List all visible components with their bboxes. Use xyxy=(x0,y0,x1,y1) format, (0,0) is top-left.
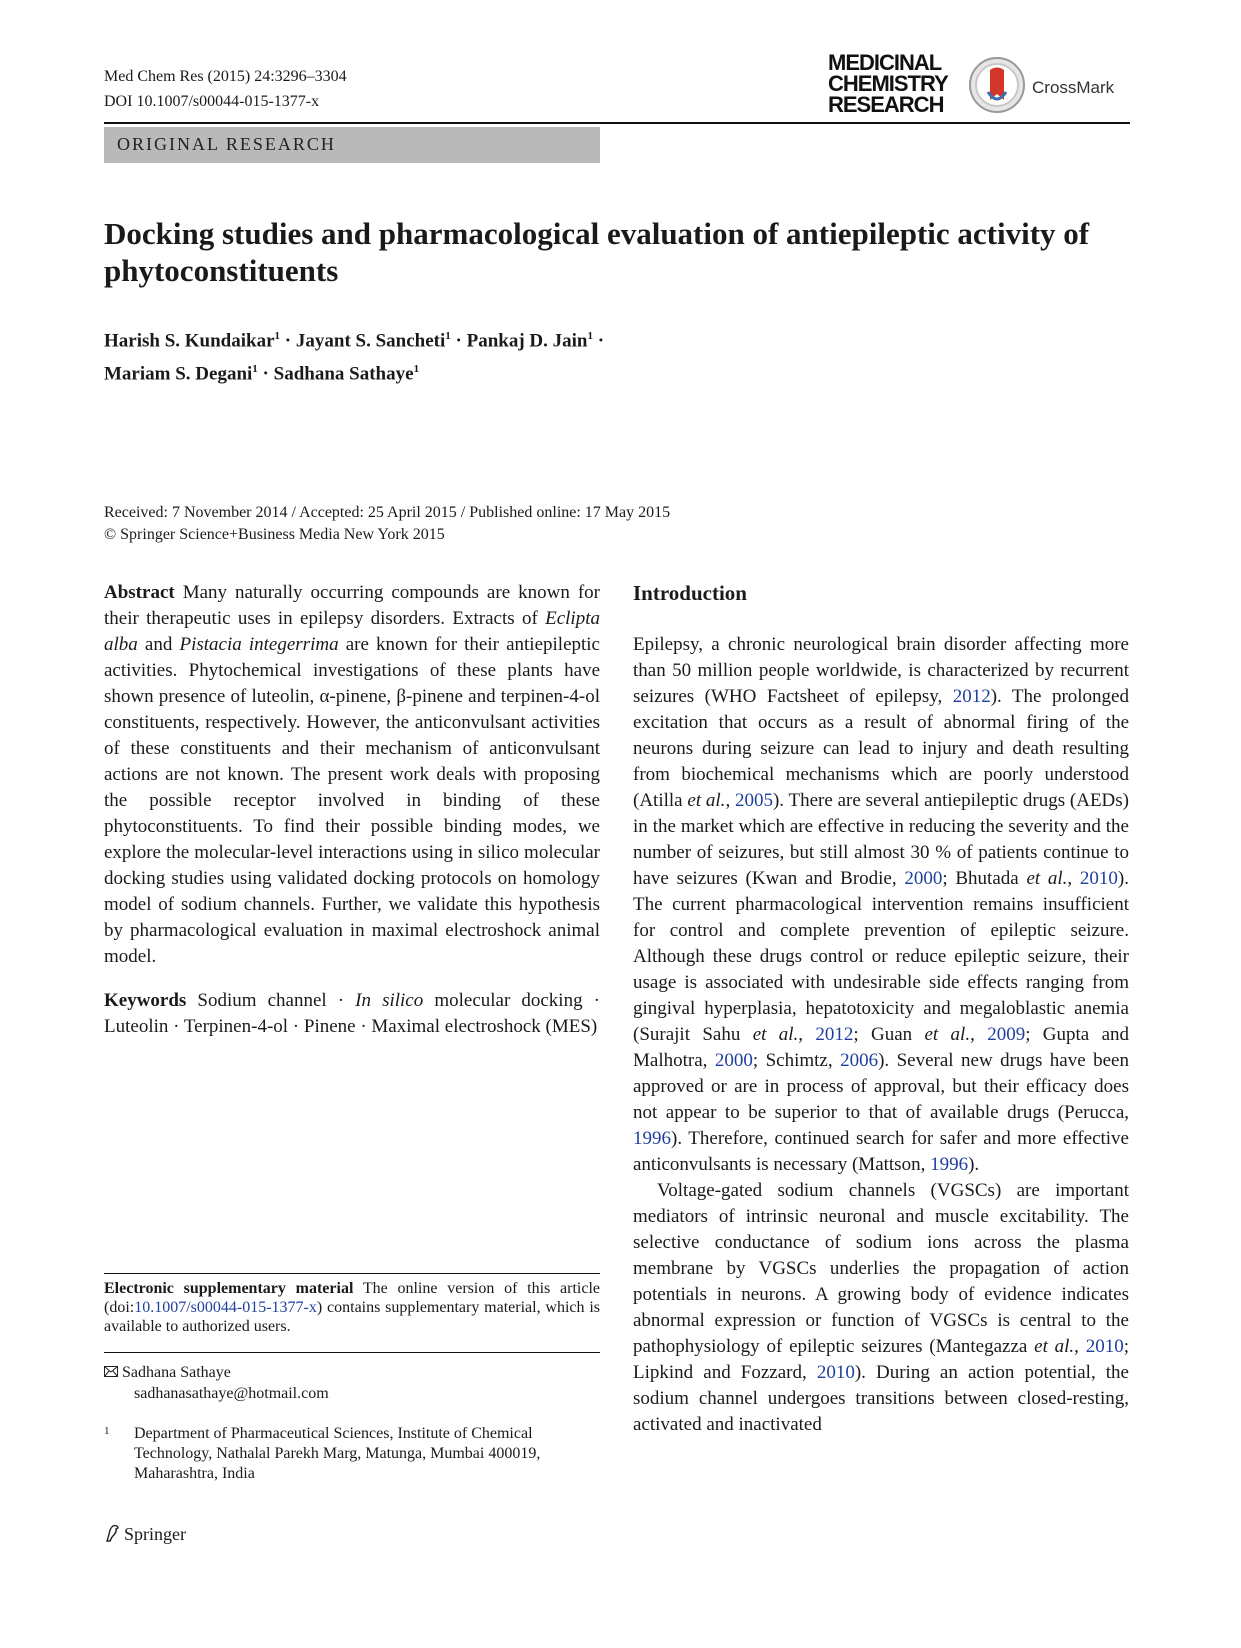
author-name[interactable]: Harish S. Kundaikar xyxy=(104,330,275,352)
intro-paragraph-2: Voltage-gated sodium channels (VGSCs) are important mediators of intrinsic neuronal and muscle excitability. The selective conductance of sodium ions across the plasma membrane by VGSCs underlies the propagation of action potentials in neurons. A growing body of evidence indicates abnormal expression or function of VGSCs is central to the pathophysiology of epileptic seizures (Mantegazza et al., 2010; Lipkind and Fozzard, 2010). During an action potential, the sodium channel undergoes transitions between closed-resting, activated and inactivated xyxy=(633,1180,1129,1435)
abstract: Abstract Many naturally occurring compounds are known for their therapeutic uses in epilepsy disorders. Extracts of Eclipta alba and Pistacia integerrima are known for their antiepileptic activities. Phytochemical investigations of these plants have shown presence of luteolin, α-pinene, β-pinene and terpinen-4-ol constituents, respectively. However, the anticonvulsant activities of these constituents and their mechanism of anticonvulsant actions are not known. The present work deals with proposing the possible receptor involved in binding of these phytoconstituents. To find their possible binding modes, we explore the molecular-level interactions using in silico molecular docking studies using validated docking protocols on homology model of sodium channels. Further, we validate this hypothesis by pharmacological evaluation in maximal electroshock animal model. xyxy=(104,582,600,967)
esm-rule xyxy=(104,1273,600,1274)
author-name[interactable]: Pankaj D. Jain xyxy=(466,330,588,352)
springer-horse-icon xyxy=(104,1523,124,1548)
citation-link[interactable]: 2010 xyxy=(1085,1336,1124,1357)
citation-link[interactable]: 2009 xyxy=(987,1024,1026,1045)
paper-title: Docking studies and pharmacological evaluation of antiepileptic activity of phytoconstituents xyxy=(104,216,1090,288)
publication-dates xyxy=(104,502,1004,546)
citation-link[interactable]: 2012 xyxy=(952,686,991,707)
journal-citation xyxy=(104,64,347,114)
citation-link[interactable]: 2010 xyxy=(816,1362,855,1383)
citation: Med Chem Res (2015) 24:3296–3304 xyxy=(104,68,347,85)
copyright-line: © Springer Science+Business Media New York 2015 xyxy=(104,526,445,543)
journal-logo-text: MEDICINAL CHEMISTRY RESEARCH xyxy=(828,50,948,117)
abstract-heading: Abstract xyxy=(104,582,175,603)
header-rule xyxy=(104,122,1130,124)
author-list: Harish S. Kundaikar$^1$ · Jayant S. Sancheti$^1$ · Pankaj D. Jain$^1$ · Mariam S. Degani$^1$ · Sadhana Sathaye$^1$ xyxy=(104,330,605,385)
crossmark-label[interactable]: CrossMark xyxy=(1032,78,1115,97)
corresponding-author: Sadhana Sathaye xyxy=(122,1364,231,1381)
left-column xyxy=(104,580,600,1040)
section-band xyxy=(104,127,600,163)
keywords: Keywords Sodium channel · In silico molecular docking · Luteolin · Terpinen-4-ol · Pinene · Maximal electroshock (MES) xyxy=(104,990,600,1037)
crossmark-icon[interactable] xyxy=(968,56,1026,114)
author-name[interactable]: Sadhana Sathaye xyxy=(273,363,414,385)
introduction-heading: Introduction xyxy=(633,581,747,605)
intro-paragraph-1: Epilepsy, a chronic neurological brain disorder affecting more than 50 million people worldwide, is characterized by recurrent seizures (WHO Factsheet of epilepsy, 2012). The prolonged excitation that occurs as a result of abnormal firing of the neurons during seizure can lead to injury and death resulting from biochemical mechanisms which are poorly understood (Atilla et al., 2005). There are several antiepileptic drugs (AEDs) in the market which are effective in reducing the severity and the number of seizures, but still almost 30 % of patients continue to have seizures (Kwan and Brodie, 2000; Bhutada et al., 2010). The current pharmacological intervention remains insufficient for control and complete prevention of epileptic seizure. Although these drugs control or reduce epileptic seizure, their usage is associated with undesirable side effects ranging from gingival hyperplasia, hepatotoxicity and megaloblastic anemia (Surajit Sahu et al., 2012; Guan et al., 2009; Gupta and Malhotra, 2000; Schimtz, 2006). Several new drugs have been approved or are in process of approval, but their efficacy does not appear to be superior to that of available drugs (Perucca, 1996). Therefore, continued search for safer and more effective anticonvulsants is necessary (Mattson, 1996). xyxy=(633,634,1130,1175)
affiliation-number: 1 xyxy=(104,1425,110,1437)
email[interactable]: sadhanasathaye@hotmail.com xyxy=(134,1385,329,1402)
author-name[interactable]: Mariam S. Degani xyxy=(104,363,253,385)
esm-rule-bottom xyxy=(104,1352,600,1353)
citation-link[interactable]: 1996 xyxy=(633,1128,671,1149)
author-name[interactable]: Jayant S. Sancheti xyxy=(295,330,446,352)
publisher-name: Springer xyxy=(124,1524,186,1544)
citation-link[interactable]: 1996 xyxy=(930,1154,969,1175)
supplementary-note: Electronic supplementary material The online version of this article (doi:10.1007/s00044-015-1377-x) contains supplementary material, which is available to authorized users. xyxy=(104,1280,600,1335)
doi-link[interactable]: 10.1007/s00044-015-1377-x xyxy=(134,1299,317,1316)
author-aff: 1 xyxy=(413,363,420,376)
citation-link[interactable]: 2000 xyxy=(904,868,943,889)
citation-link[interactable]: 2006 xyxy=(840,1050,879,1071)
author-aff: 1 xyxy=(587,330,593,342)
dates-line: Received: 7 November 2014 / Accepted: 25 April 2015 / Published online: 17 May 2015 xyxy=(104,504,671,521)
author-aff: 1 xyxy=(252,363,258,376)
correspondence xyxy=(104,1362,600,1404)
doi: DOI 10.1007/s00044-015-1377-x xyxy=(104,93,320,110)
citation-link[interactable]: 2000 xyxy=(714,1050,753,1071)
esm-heading: Electronic supplementary material xyxy=(104,1280,354,1297)
springer-footer xyxy=(104,1523,186,1548)
citation-link[interactable]: 2012 xyxy=(815,1024,854,1045)
keywords-heading: Keywords xyxy=(104,990,187,1011)
citation-link[interactable]: 2010 xyxy=(1079,868,1118,889)
journal-logo xyxy=(828,52,1130,122)
author-aff: 1 xyxy=(445,330,451,342)
section-label: ORIGINAL RESEARCH xyxy=(117,134,336,154)
envelope-icon xyxy=(104,1362,122,1383)
citation-link[interactable]: 2005 xyxy=(734,790,773,811)
right-column xyxy=(633,580,1129,1438)
author-aff: 1 xyxy=(274,330,281,342)
affiliation-text: Department of Pharmaceutical Sciences, Institute of Chemical Technology, Nathalal Parekh Marg, Matunga, Mumbai 400019, Maharashtra, India xyxy=(134,1425,541,1482)
